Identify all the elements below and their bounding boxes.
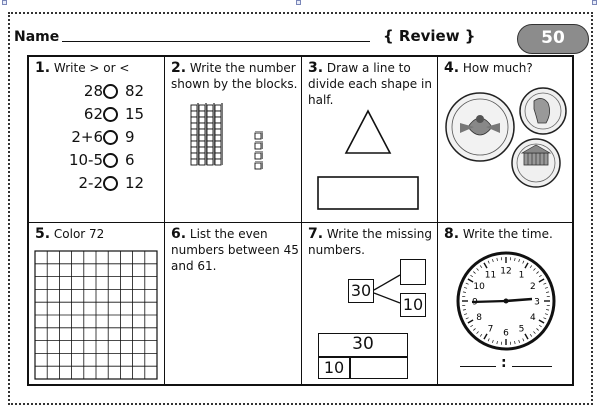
triangle-shape[interactable] <box>346 111 390 153</box>
problem-text: Draw a line to divide each shape in half. <box>308 61 432 107</box>
ten-rod <box>207 103 215 165</box>
compare-right: 82 <box>125 82 145 100</box>
worksheet-grid <box>27 55 574 386</box>
minute-answer-line[interactable] <box>512 366 552 367</box>
one-cube <box>255 151 263 159</box>
clock-numeral: 1 <box>518 270 525 281</box>
one-cube <box>255 161 263 169</box>
problem-text: Color 72 <box>53 227 105 241</box>
problem-text: How much? <box>462 61 533 75</box>
selection-handle <box>592 0 597 5</box>
compare-left: 28 <box>83 82 103 100</box>
clock-numeral: 11 <box>484 270 497 281</box>
compare-circle[interactable] <box>103 107 118 122</box>
review-title: { Review } <box>383 27 476 45</box>
compare-circle[interactable] <box>103 84 118 99</box>
problem-3-cell <box>302 57 438 223</box>
bar-part-box: 10 <box>318 357 350 379</box>
hour-answer-line[interactable] <box>460 366 496 367</box>
problem-number: 7. <box>308 226 324 242</box>
compare-right: 6 <box>125 151 135 169</box>
bar-whole-box: 30 <box>318 333 408 357</box>
problem-2-cell <box>165 57 302 223</box>
compare-right: 15 <box>125 105 145 123</box>
coins <box>438 57 574 223</box>
problem-number: 3. <box>308 60 324 76</box>
problem-7-cell <box>302 223 438 386</box>
problem-6-cell <box>165 223 302 386</box>
problem-1-cell <box>29 57 165 223</box>
problem-6-heading <box>171 226 299 274</box>
clock-numeral: 6 <box>503 328 509 339</box>
clock-numeral: 5 <box>518 324 525 335</box>
one-cube <box>255 131 263 139</box>
problem-text: List the even numbers between 45 and 61. <box>171 227 299 273</box>
compare-circle[interactable] <box>103 176 118 191</box>
compare-circle[interactable] <box>103 130 118 145</box>
name-label: Name <box>14 29 60 45</box>
problem-text: Write > or < <box>53 61 130 75</box>
clock-numeral: 4 <box>529 313 536 323</box>
one-cube <box>255 141 263 149</box>
dime-icon <box>520 88 566 134</box>
clock-numeral: 12 <box>500 266 512 277</box>
clock-numeral: 7 <box>487 324 494 335</box>
shapes <box>302 57 438 223</box>
compare-row <box>53 149 163 172</box>
compare-right: 12 <box>125 174 145 192</box>
compare-left: 10-5 <box>68 151 103 169</box>
problem-1-heading <box>35 60 129 76</box>
compare-circle[interactable] <box>103 153 118 168</box>
minute-hand <box>472 301 506 302</box>
clock-numeral: 2 <box>529 282 536 292</box>
problem-number: 4. <box>444 60 460 76</box>
selection-handle <box>296 0 301 5</box>
clock-numeral: 3 <box>534 297 540 308</box>
compare-row <box>53 80 163 103</box>
problem-text: Write the missing numbers. <box>308 227 432 257</box>
compare-row <box>53 172 163 195</box>
problem-number: 6. <box>171 226 187 242</box>
compare-left: 62 <box>83 105 103 123</box>
rectangle-shape[interactable] <box>318 177 418 209</box>
compare-row <box>53 103 163 126</box>
hundred-grid[interactable] <box>29 223 165 386</box>
ten-rod <box>191 103 199 165</box>
ten-rod <box>215 103 223 165</box>
problem-4-cell <box>438 57 574 223</box>
problem-8-cell <box>438 223 574 386</box>
penny-icon <box>512 139 560 187</box>
compare-left: 2+6 <box>71 128 103 146</box>
compare-list <box>53 80 163 195</box>
problem-number: 5. <box>35 226 51 242</box>
time-separator: : <box>501 355 507 371</box>
bond-whole-box: 30 <box>348 279 374 303</box>
problem-text: Write the number shown by the blocks. <box>171 61 298 91</box>
compare-right: 9 <box>125 128 135 146</box>
scan-top-strip <box>0 0 600 8</box>
clock-numeral: 8 <box>476 313 483 323</box>
bond-part-box: 10 <box>400 293 426 317</box>
day-number-badge: 50 <box>517 24 589 54</box>
clock-numeral: 10 <box>473 282 485 292</box>
problem-5-cell <box>29 223 165 386</box>
problem-number: 8. <box>444 226 460 242</box>
problem-number: 1. <box>35 60 51 76</box>
problem-text: Write the time. <box>462 227 553 241</box>
bond-missing-box[interactable] <box>400 259 426 285</box>
compare-row <box>53 126 163 149</box>
compare-left: 2-2 <box>78 174 103 192</box>
bar-missing-box[interactable] <box>350 357 408 379</box>
quarter-icon <box>446 93 514 161</box>
problem-number: 2. <box>171 60 187 76</box>
ten-rod <box>199 103 207 165</box>
name-write-line <box>62 41 370 42</box>
base-ten-blocks <box>165 57 302 223</box>
selection-handle <box>2 0 7 5</box>
